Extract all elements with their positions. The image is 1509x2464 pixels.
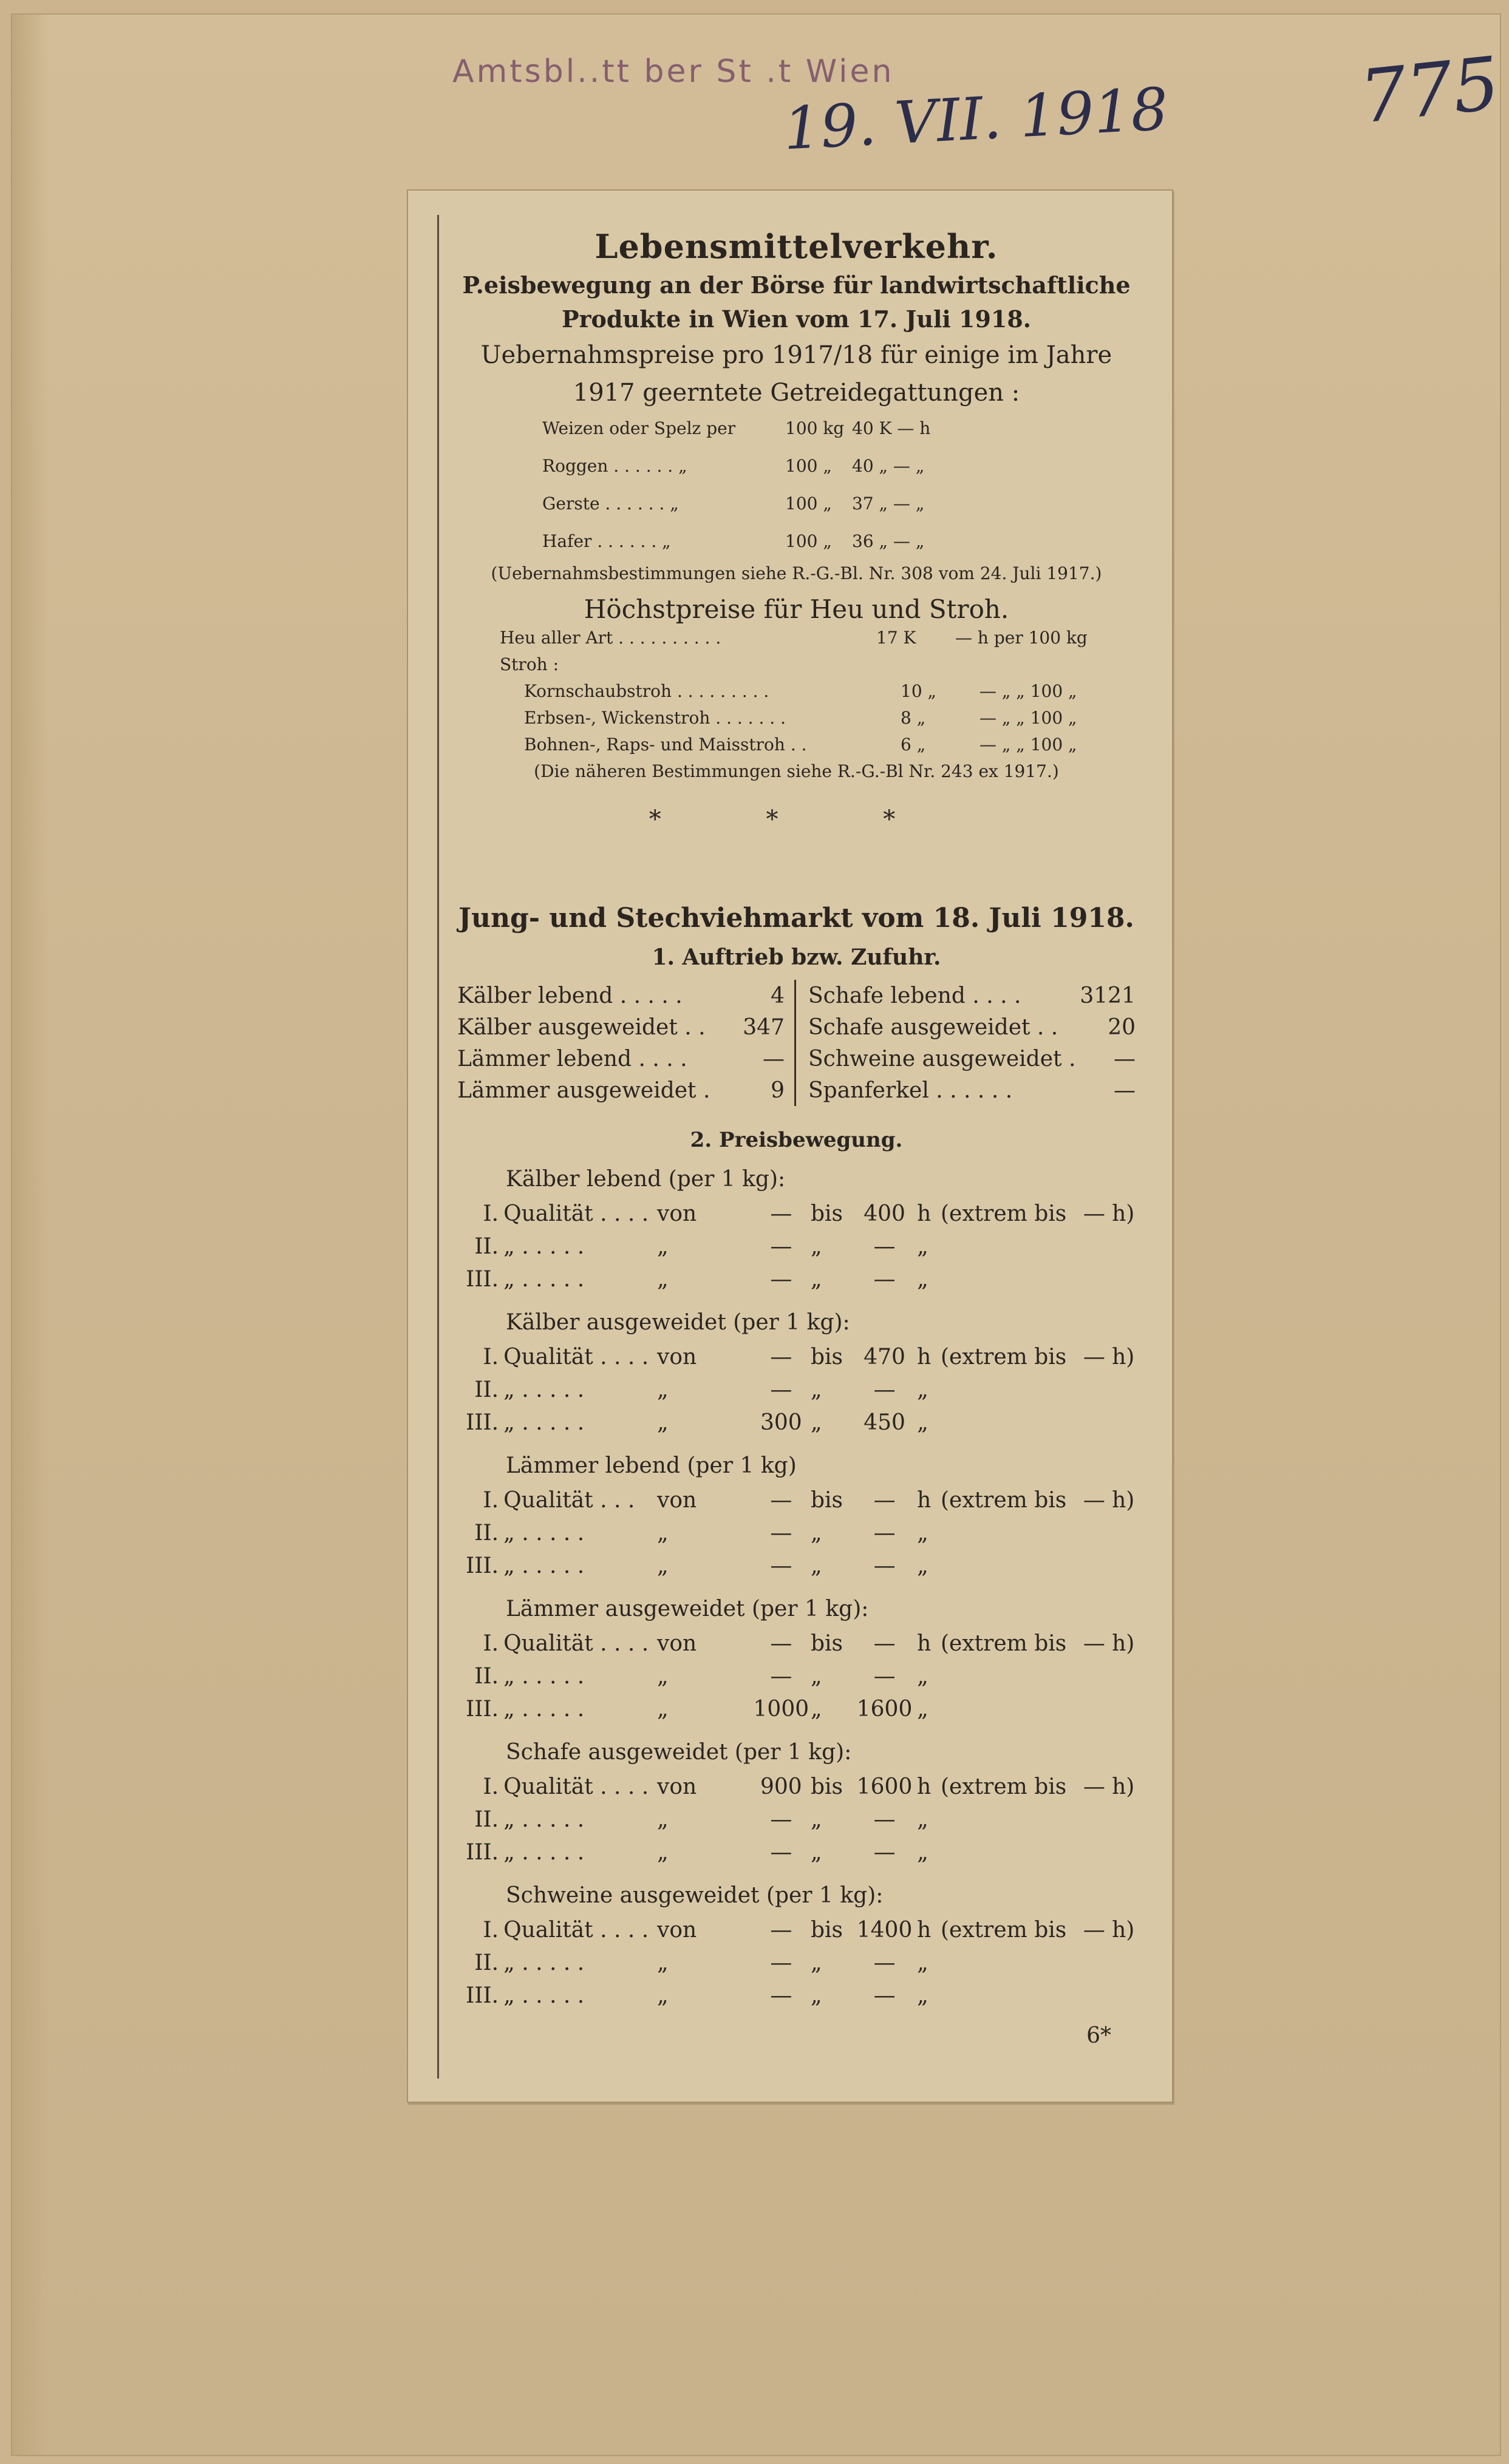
- von-label: von: [657, 1917, 697, 1943]
- quality-label: Qualität . . . .: [503, 1344, 649, 1369]
- quality-label: Qualität . . . .: [503, 1917, 649, 1943]
- bis-label: bis: [810, 1201, 843, 1226]
- quality-label: „ . . . . .: [503, 1234, 585, 1259]
- bis-value: —: [873, 1553, 896, 1578]
- quality-label: Qualität . . . .: [503, 1774, 649, 1799]
- supply-title: 1. Auftrieb bzw. Zufuhr.: [652, 945, 941, 970]
- supply-label: Schweine ausgeweidet .: [808, 1046, 1076, 1071]
- bis-value: —: [873, 1487, 896, 1513]
- unit: „: [917, 1266, 928, 1292]
- von-value: —: [770, 1807, 792, 1832]
- bis-label: „: [810, 1983, 822, 2008]
- von-label: von: [657, 1487, 697, 1513]
- von-label: „: [657, 1234, 669, 1259]
- intro-line-2: 1917 geerntete Getreidegattungen :: [573, 379, 1020, 407]
- quality-label: „ . . . . .: [503, 1266, 585, 1292]
- bis-label: „: [810, 1950, 822, 1975]
- von-label: von: [657, 1631, 697, 1656]
- sheet-edge: [12, 15, 49, 2455]
- unit: „: [917, 1983, 928, 2008]
- bis-value: —: [873, 1234, 896, 1259]
- von-value: —: [770, 1344, 792, 1369]
- bis-value: —: [873, 1266, 896, 1292]
- section-divider-stars: * * *: [649, 806, 944, 833]
- supply-label: Spanferkel . . . . . .: [808, 1078, 1013, 1103]
- extreme-label: (extrem bis: [940, 1631, 1067, 1656]
- hay-name: Kornschaubstroh . . . . . . . . .: [524, 680, 769, 701]
- quality-roman: III.: [465, 1983, 499, 2008]
- bis-value: 1600: [856, 1774, 913, 1799]
- grain-row: [542, 447, 1136, 484]
- von-value: 1000: [753, 1696, 809, 1722]
- extreme-unit: h): [1112, 1201, 1135, 1226]
- extreme-value: —: [1083, 1631, 1105, 1656]
- von-label: „: [657, 1839, 669, 1865]
- quality-label: „ . . . . .: [503, 1520, 585, 1546]
- hay-row: [524, 704, 1136, 731]
- quality-roman: I.: [483, 1774, 499, 1799]
- hay-row: [524, 677, 1136, 704]
- quality-row: [457, 1373, 1136, 1406]
- hay-price: 17 K: [876, 627, 916, 648]
- quality-row: [457, 1660, 1136, 1692]
- price-group: [457, 1597, 1136, 1725]
- price-group-title: Kälber ausgeweidet (per 1 kg):: [506, 1310, 850, 1335]
- von-value: —: [770, 1663, 792, 1689]
- supply-row: [457, 1074, 785, 1106]
- grain-name: Weizen oder Spelz per: [542, 418, 736, 438]
- grain-note: (Uebernahmsbestimmungen siehe R.-G.-Bl. Nr. 308 vom 24. Juli 1917.): [491, 563, 1102, 583]
- quality-row: [457, 1979, 1136, 2012]
- von-label: „: [657, 1807, 669, 1832]
- price-group: [457, 1167, 1136, 1295]
- bis-label: „: [810, 1520, 822, 1546]
- unit: h: [917, 1487, 932, 1513]
- von-value: —: [770, 1553, 792, 1578]
- grain-price-list: [457, 409, 1136, 560]
- unit: „: [917, 1377, 928, 1402]
- extreme-label: (extrem bis: [940, 1201, 1067, 1226]
- quality-roman: III.: [465, 1266, 499, 1292]
- von-value: —: [770, 1377, 792, 1402]
- quality-roman: I.: [483, 1344, 499, 1369]
- grain-quantity: 100 kg: [785, 418, 845, 438]
- quality-label: Qualität . . .: [503, 1487, 635, 1513]
- extreme-value: —: [1083, 1201, 1105, 1226]
- hay-price-list: [457, 624, 1136, 758]
- hay-unit: — h per 100 kg: [955, 627, 1088, 648]
- hay-price: 8 „: [901, 707, 926, 728]
- supply-value: 20: [1108, 1014, 1136, 1040]
- von-value: —: [770, 1266, 792, 1292]
- quality-label: „ . . . . .: [503, 1663, 585, 1689]
- grain-price: 40 K — h: [852, 418, 931, 438]
- extreme-label: (extrem bis: [940, 1917, 1067, 1943]
- von-value: —: [770, 1983, 792, 2008]
- hay-note: (Die näheren Bestimmungen siehe R.-G.-Bl Nr. 243 ex 1917.): [534, 761, 1059, 781]
- quality-label: „ . . . . .: [503, 1410, 585, 1435]
- unit: „: [917, 1663, 928, 1689]
- extreme-unit: h): [1112, 1344, 1135, 1369]
- von-value: —: [770, 1487, 792, 1513]
- article-title: Lebensmittelverkehr.: [594, 227, 998, 266]
- von-value: —: [770, 1201, 792, 1226]
- bis-value: —: [873, 1663, 896, 1689]
- von-value: —: [770, 1631, 792, 1656]
- supply-label: Lämmer lebend . . . .: [457, 1046, 687, 1071]
- bis-label: bis: [810, 1917, 843, 1943]
- archive-stamp: Amtsbl..tt ber St .t Wien: [452, 53, 894, 90]
- supply-row: [457, 980, 785, 1011]
- quality-roman: III.: [465, 1553, 499, 1578]
- grain-quantity: 100 „: [785, 531, 832, 551]
- quality-row: [457, 1406, 1136, 1439]
- supply-value: 347: [743, 1014, 785, 1040]
- quality-label: „ . . . . .: [503, 1983, 585, 2008]
- hay-section-title: Höchstpreise für Heu und Stroh.: [584, 594, 1009, 624]
- unit: „: [917, 1839, 928, 1865]
- unit: „: [917, 1410, 928, 1435]
- extreme-label: (extrem bis: [940, 1774, 1067, 1799]
- supply-row: [457, 1043, 785, 1074]
- hay-price: 10 „: [901, 680, 937, 701]
- supply-row: [808, 980, 1136, 1011]
- quality-label: „ . . . . .: [503, 1696, 585, 1722]
- quality-row: [457, 1803, 1136, 1836]
- grain-name: Roggen . . . . . . „: [542, 455, 687, 476]
- quality-row: [457, 1340, 1136, 1373]
- hay-unit: — „ „ 100 „: [979, 680, 1077, 701]
- quality-row: [457, 1549, 1136, 1582]
- quality-row: [457, 1913, 1136, 1946]
- von-label: „: [657, 1266, 669, 1292]
- price-group-title: Kälber lebend (per 1 kg):: [506, 1167, 786, 1192]
- bis-value: 470: [864, 1344, 905, 1369]
- hay-name: Bohnen-, Raps- und Maisstroh . .: [524, 734, 807, 755]
- bis-label: bis: [810, 1344, 843, 1369]
- supply-label: Lämmer ausgeweidet .: [457, 1078, 710, 1103]
- von-label: von: [657, 1344, 697, 1369]
- extreme-value: —: [1083, 1774, 1105, 1799]
- page-mark: 6*: [1086, 2023, 1111, 2048]
- intro-line-1: Uebernahmspreise pro 1917/18 für einige im Jahre: [480, 341, 1112, 369]
- price-group-title: Schweine ausgeweidet (per 1 kg):: [506, 1883, 884, 1908]
- bis-value: 400: [864, 1201, 905, 1226]
- extreme-unit: h): [1112, 1774, 1135, 1799]
- quality-row: [457, 1263, 1136, 1295]
- unit: h: [917, 1344, 932, 1369]
- unit: „: [917, 1807, 928, 1832]
- von-label: „: [657, 1950, 669, 1975]
- supply-value: 4: [771, 983, 785, 1008]
- extreme-value: —: [1083, 1344, 1105, 1369]
- hay-unit: — „ „ 100 „: [979, 707, 1077, 728]
- quality-row: [457, 1627, 1136, 1660]
- von-label: „: [657, 1520, 669, 1546]
- supply-row: [808, 1043, 1136, 1074]
- hay-price: 6 „: [901, 734, 926, 755]
- quality-row: [457, 1484, 1136, 1516]
- extreme-label: (extrem bis: [940, 1344, 1067, 1369]
- bis-value: 1600: [856, 1696, 913, 1722]
- von-value: —: [770, 1234, 792, 1259]
- quality-roman: I.: [483, 1917, 499, 1943]
- quality-roman: III.: [465, 1696, 499, 1722]
- grain-name: Hafer . . . . . . „: [542, 531, 671, 551]
- bis-label: „: [810, 1234, 822, 1259]
- extreme-value: —: [1083, 1917, 1105, 1943]
- grain-name: Gerste . . . . . . „: [542, 493, 679, 514]
- quality-label: „ . . . . .: [503, 1950, 585, 1975]
- grain-price: 37 „ — „: [852, 493, 925, 514]
- unit: h: [917, 1774, 932, 1799]
- quality-label: Qualität . . . .: [503, 1201, 649, 1226]
- quality-roman: II.: [474, 1663, 499, 1689]
- quality-roman: III.: [465, 1839, 499, 1865]
- bis-value: 1400: [856, 1917, 913, 1943]
- grain-price: 36 „ — „: [852, 531, 925, 551]
- price-group: [457, 1883, 1136, 2012]
- quality-row: [457, 1197, 1136, 1230]
- quality-roman: III.: [465, 1410, 499, 1435]
- price-group-title: Schafe ausgeweidet (per 1 kg):: [506, 1740, 852, 1765]
- extreme-value: —: [1083, 1487, 1105, 1513]
- hay-row: [524, 731, 1136, 758]
- bis-label: „: [810, 1696, 822, 1722]
- quality-row: [457, 1692, 1136, 1725]
- von-label: „: [657, 1663, 669, 1689]
- bis-label: „: [810, 1377, 822, 1402]
- quality-label: Qualität . . . .: [503, 1631, 649, 1656]
- unit: h: [917, 1201, 932, 1226]
- bis-value: —: [873, 1839, 896, 1865]
- price-group: [457, 1310, 1136, 1439]
- handwritten-date: 19. VII. 1918: [782, 75, 1170, 163]
- supply-left-column: [457, 980, 796, 1106]
- bis-label: „: [810, 1663, 822, 1689]
- von-label: „: [657, 1553, 669, 1578]
- grain-row: [542, 484, 1136, 522]
- supply-row: [808, 1011, 1136, 1043]
- quality-roman: II.: [474, 1950, 499, 1975]
- bis-value: —: [873, 1950, 896, 1975]
- supply-value: 9: [771, 1078, 785, 1103]
- unit: „: [917, 1520, 928, 1546]
- bis-label: „: [810, 1410, 822, 1435]
- supply-value: —: [1114, 1078, 1136, 1103]
- supply-label: Schafe ausgeweidet . .: [808, 1014, 1058, 1040]
- quality-label: „ . . . . .: [503, 1377, 585, 1402]
- quality-row: [457, 1770, 1136, 1803]
- bis-label: bis: [810, 1774, 843, 1799]
- von-label: „: [657, 1377, 669, 1402]
- von-label: „: [657, 1410, 669, 1435]
- supply-label: Kälber lebend . . . . .: [457, 983, 683, 1008]
- quality-row: [457, 1516, 1136, 1549]
- bis-label: bis: [810, 1487, 843, 1513]
- supply-row: [457, 1011, 785, 1043]
- supply-row: [808, 1074, 1136, 1106]
- quality-roman: II.: [474, 1807, 499, 1832]
- von-label: „: [657, 1983, 669, 2008]
- quality-roman: I.: [483, 1201, 499, 1226]
- von-value: —: [770, 1520, 792, 1546]
- grain-row: [542, 409, 1136, 447]
- hay-name: Heu aller Art . . . . . . . . . .: [500, 627, 721, 648]
- price-group-title: Lämmer ausgeweidet (per 1 kg):: [506, 1597, 869, 1621]
- quality-row: [457, 1836, 1136, 1868]
- extreme-unit: h): [1112, 1917, 1135, 1943]
- unit: „: [917, 1234, 928, 1259]
- supply-value: —: [763, 1046, 785, 1071]
- bis-value: —: [873, 1983, 896, 2008]
- von-value: 900: [760, 1774, 802, 1799]
- grain-price: 40 „ — „: [852, 455, 925, 476]
- quality-roman: II.: [474, 1377, 499, 1402]
- bis-value: —: [873, 1377, 896, 1402]
- price-group: [457, 1740, 1136, 1868]
- price-section-title: 2. Preisbewegung.: [690, 1128, 903, 1152]
- quality-roman: I.: [483, 1631, 499, 1656]
- quality-row: [457, 1946, 1136, 1979]
- extreme-unit: h): [1112, 1487, 1135, 1513]
- newspaper-clipping: [407, 189, 1173, 2103]
- bis-label: „: [810, 1839, 822, 1865]
- bis-label: „: [810, 1553, 822, 1578]
- von-label: von: [657, 1774, 697, 1799]
- von-value: 300: [760, 1410, 802, 1435]
- quality-label: „ . . . . .: [503, 1807, 585, 1832]
- extreme-unit: h): [1112, 1631, 1135, 1656]
- unit: h: [917, 1917, 932, 1943]
- supply-right-column: [796, 980, 1136, 1106]
- supply-table: [457, 980, 1136, 1106]
- supply-value: —: [1114, 1046, 1136, 1071]
- supply-label: Kälber ausgeweidet . .: [457, 1014, 706, 1040]
- hay-name: Erbsen-, Wickenstroh . . . . . . .: [524, 707, 786, 728]
- bis-value: 450: [864, 1410, 905, 1435]
- bis-value: —: [873, 1807, 896, 1832]
- quality-roman: II.: [474, 1234, 499, 1259]
- price-group-title: Lämmer lebend (per 1 kg): [506, 1453, 797, 1478]
- bis-label: „: [810, 1807, 822, 1832]
- supply-label: Schafe lebend . . . .: [808, 983, 1021, 1008]
- quality-roman: II.: [474, 1520, 499, 1546]
- bis-value: —: [873, 1520, 896, 1546]
- von-label: von: [657, 1201, 697, 1226]
- grain-quantity: 100 „: [785, 455, 832, 476]
- hay-unit: — „ „ 100 „: [979, 734, 1077, 755]
- hay-row: [500, 624, 1136, 651]
- bis-value: —: [873, 1631, 896, 1656]
- von-label: „: [657, 1696, 669, 1722]
- unit: „: [917, 1696, 928, 1722]
- bis-label: bis: [810, 1631, 843, 1656]
- grain-row: [542, 522, 1136, 560]
- article-subtitle-1: P.eisbewegung an der Börse für landwirtschaftliche: [462, 271, 1131, 299]
- quality-row: [457, 1230, 1136, 1263]
- quality-label: „ . . . . .: [503, 1553, 585, 1578]
- quality-label: „ . . . . .: [503, 1839, 585, 1865]
- bis-label: „: [810, 1266, 822, 1292]
- clipping-content: [437, 215, 1148, 2079]
- grain-quantity: 100 „: [785, 493, 832, 514]
- handwritten-page-number: 775: [1356, 41, 1504, 140]
- unit: „: [917, 1553, 928, 1578]
- price-groups: [457, 1167, 1136, 2012]
- market-title: Jung- und Stechviehmarkt vom 18. Juli 1918.: [458, 903, 1134, 934]
- unit: „: [917, 1950, 928, 1975]
- von-value: —: [770, 1950, 792, 1975]
- hay-row: [500, 651, 1136, 677]
- article-subtitle-2: Produkte in Wien vom 17. Juli 1918.: [561, 305, 1032, 333]
- supply-value: 3121: [1080, 983, 1136, 1008]
- unit: h: [917, 1631, 932, 1656]
- quality-roman: I.: [483, 1487, 499, 1513]
- von-value: —: [770, 1917, 792, 1943]
- hay-name: Stroh :: [500, 654, 559, 674]
- extreme-label: (extrem bis: [940, 1487, 1067, 1513]
- von-value: —: [770, 1839, 792, 1865]
- price-group: [457, 1453, 1136, 1582]
